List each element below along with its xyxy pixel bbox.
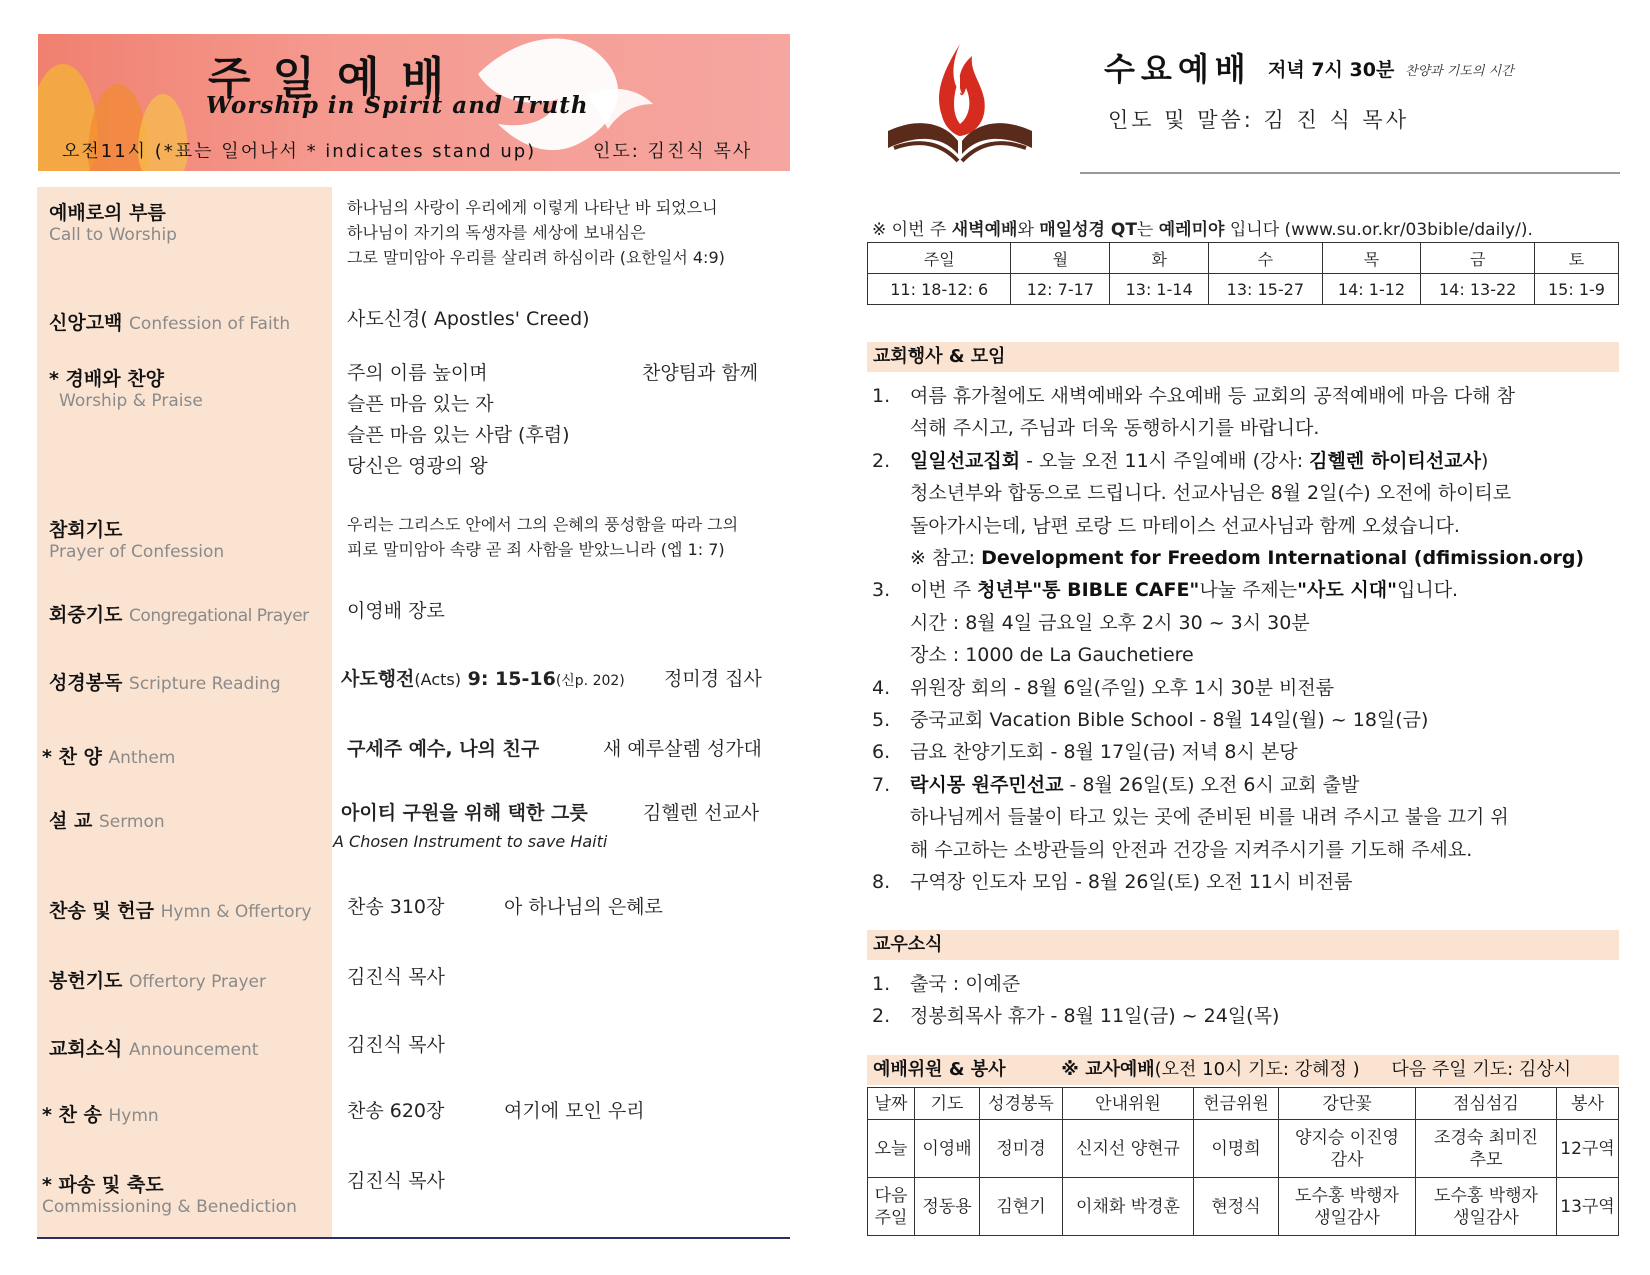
table-cell: 신지선 양현규 bbox=[1063, 1120, 1194, 1178]
item-text: ) bbox=[1480, 449, 1489, 472]
table-cell: 이영배 bbox=[915, 1120, 980, 1178]
scripture-en: (Acts) bbox=[414, 670, 461, 689]
table-cell: 이명희 bbox=[1194, 1120, 1279, 1178]
desc-line: 우리는 그리스도 안에서 그의 은혜의 풍성함을 따라 그의 bbox=[347, 515, 739, 534]
list-item bbox=[872, 769, 1620, 801]
order-ko: 봉헌기도 bbox=[49, 970, 123, 992]
order-en: Hymn bbox=[108, 1106, 159, 1126]
events-heading: 교회행사 & 모임 bbox=[867, 342, 1619, 372]
order-en: Congregational Prayer bbox=[129, 606, 309, 626]
order-en: Sermon bbox=[98, 812, 165, 832]
item-text: 위원장 회의 - 8월 6일(주일) 오후 1시 30분 비전룸 bbox=[910, 676, 1335, 699]
order-ko: 신앙고백 bbox=[49, 312, 123, 334]
order-ko: * 찬 양 bbox=[42, 746, 102, 768]
order-ko: * 찬 송 bbox=[42, 1104, 102, 1126]
sermon-title: 아이티 구원을 위해 택한 그릇 bbox=[341, 802, 588, 824]
list-item bbox=[872, 672, 1620, 704]
service-heading bbox=[867, 1055, 1619, 1085]
item-bold: 락시몽 원주민선교 bbox=[910, 773, 1064, 796]
order-ko: 교회소식 bbox=[49, 1038, 123, 1060]
order-desc bbox=[347, 512, 738, 562]
members-list bbox=[872, 968, 1620, 1033]
column-header: 강단꽃 bbox=[1279, 1088, 1416, 1120]
column-header: 날짜 bbox=[868, 1088, 915, 1120]
item-text: 시간 : 8월 4일 금요일 오후 2시 30 ~ 3시 30분 bbox=[910, 611, 1310, 634]
desc-line: 당신은 영광의 왕 bbox=[347, 455, 488, 477]
order-desc bbox=[347, 734, 539, 765]
item-text: 정봉희목사 휴가 - 8월 11일(금) ~ 24일(목) bbox=[910, 1005, 1280, 1028]
item-number: 7. bbox=[872, 773, 891, 796]
desc-line: 슬픈 마음 있는 자 bbox=[347, 393, 494, 415]
item-number: 1. bbox=[872, 385, 891, 407]
table-cell: 양지승 이진영 감사 bbox=[1279, 1120, 1416, 1178]
table-cell: 이채화 박경훈 bbox=[1063, 1178, 1194, 1236]
order-desc bbox=[347, 358, 570, 482]
table-row bbox=[868, 1088, 1619, 1120]
table-cell: 오늘 bbox=[868, 1120, 915, 1178]
order-en: Announcement bbox=[129, 1040, 259, 1060]
teacher-worship-label: ※ 교사예배 bbox=[1061, 1059, 1155, 1080]
table-cell: 정동용 bbox=[915, 1178, 980, 1236]
item-bold: 청년부"통 BIBLE CAFE" bbox=[977, 579, 1200, 602]
order-desc: 찬송 620장 bbox=[347, 1100, 445, 1122]
qt-note-text: ※ 이번 주 bbox=[872, 220, 952, 240]
item-bold: 일일선교집회 bbox=[910, 449, 1021, 472]
scripture-verse: 9: 15-16 bbox=[460, 668, 556, 690]
qt-note-bold: 매일성경 QT bbox=[1039, 220, 1137, 240]
column-header: 기도 bbox=[915, 1088, 980, 1120]
table-cell: 정미경 bbox=[980, 1120, 1063, 1178]
order-ko: 회중기도 bbox=[49, 604, 123, 626]
qt-reading-table bbox=[867, 242, 1619, 305]
order-desc: 사도신경( Apostles' Creed) bbox=[347, 308, 590, 330]
day-header: 수 bbox=[1209, 243, 1323, 274]
anthem-title: 구세주 예수, 나의 친구 bbox=[347, 738, 540, 760]
order-en: Offertory Prayer bbox=[129, 972, 266, 992]
reading-cell: 14: 13-22 bbox=[1421, 274, 1535, 305]
reading-cell: 13: 15-27 bbox=[1209, 274, 1323, 305]
reading-cell: 11: 18-12: 6 bbox=[868, 274, 1011, 305]
list-item bbox=[872, 1000, 1620, 1032]
list-item bbox=[872, 380, 1620, 412]
order-extra: 정미경 집사 bbox=[664, 668, 762, 690]
column-header: 점심섬김 bbox=[1416, 1088, 1557, 1120]
desc-line: 주의 이름 높이며 bbox=[347, 362, 488, 384]
table-row bbox=[868, 274, 1619, 305]
order-en: Commissioning & Benediction bbox=[42, 1197, 297, 1217]
list-item bbox=[872, 968, 1620, 1000]
item-text: 해 수고하는 소방관들의 안전과 건강을 지켜주시기를 기도해 주세요. bbox=[910, 838, 1473, 861]
wednesday-leader: 인도 및 말씀: 김 진 식 목사 bbox=[1108, 108, 1409, 132]
table-cell: 도수홍 박행자 생일감사 bbox=[1279, 1178, 1416, 1236]
order-of-worship bbox=[37, 0, 797, 1275]
sunday-title: 주일예배 bbox=[208, 53, 467, 104]
list-item bbox=[872, 866, 1620, 898]
order-en: Scripture Reading bbox=[129, 674, 281, 694]
order-en: Anthem bbox=[108, 748, 176, 768]
item-text: 여름 휴가철에도 새벽예배와 수요예배 등 교회의 공적예배에 마음 다해 참 bbox=[910, 385, 1515, 407]
order-en: Prayer of Confession bbox=[49, 542, 225, 562]
bible-flame-logo-icon bbox=[880, 36, 1040, 174]
item-text: 하나님께서 들불이 타고 있는 곳에 준비된 비를 내려 주시고 불을 끄기 위 bbox=[910, 806, 1509, 829]
item-text: ※ 참고: bbox=[910, 547, 982, 570]
order-ko: 성경봉독 bbox=[49, 672, 123, 694]
item-number: 5. bbox=[872, 709, 891, 732]
day-header: 월 bbox=[1011, 243, 1110, 274]
desc-line: 하나님이 자기의 독생자를 세상에 보내심은 bbox=[347, 223, 646, 242]
list-item bbox=[872, 574, 1620, 606]
item-number: 1. bbox=[872, 973, 891, 995]
wednesday-title: 수요예배 bbox=[1104, 50, 1252, 88]
sunday-leader: 인도: 김진식 목사 bbox=[593, 141, 753, 162]
wednesday-note: 찬양과 기도의 시간 bbox=[1405, 64, 1514, 79]
order-desc bbox=[341, 798, 588, 829]
qt-note bbox=[872, 215, 1533, 240]
next-week-prayer: 다음 주일 기도: 김상시 bbox=[1391, 1059, 1572, 1080]
table-row bbox=[868, 1178, 1619, 1236]
item-number: 3. bbox=[872, 579, 891, 602]
table-cell: 다음 주일 bbox=[868, 1178, 915, 1236]
table-row bbox=[868, 243, 1619, 274]
desc-line: 하나님의 사랑이 우리에게 이렇게 나타난 바 되었으니 bbox=[347, 198, 718, 217]
order-extra: 아 하나님의 은혜로 bbox=[504, 896, 663, 918]
table-cell: 도수홍 박행자 생일감사 bbox=[1416, 1178, 1557, 1236]
qt-note-text: 와 bbox=[1017, 220, 1040, 240]
day-header: 화 bbox=[1110, 243, 1209, 274]
desc-line: 슬픈 마음 있는 사람 (후렴) bbox=[347, 424, 570, 446]
reading-cell: 14: 1-12 bbox=[1322, 274, 1421, 305]
item-text: 돌아가시는데, 남편 로랑 드 마테이스 선교사님과 함께 오셨습니다. bbox=[910, 514, 1460, 537]
qt-note-text: 는 bbox=[1136, 220, 1159, 240]
list-item bbox=[872, 704, 1620, 736]
order-desc: 찬송 310장 bbox=[347, 896, 445, 918]
order-desc: 김진식 목사 bbox=[347, 1170, 445, 1192]
order-extra: 김헬렌 선교사 bbox=[643, 802, 760, 824]
qt-note-bold: 예레미야 bbox=[1158, 220, 1225, 240]
wednesday-time: 저녁 7시 30분 bbox=[1268, 59, 1395, 81]
table-cell: 김현기 bbox=[980, 1178, 1063, 1236]
events-list bbox=[872, 380, 1620, 899]
reference-link: Development for Freedom International (dfimission.org) bbox=[981, 547, 1585, 570]
scripture-book: 사도행전 bbox=[341, 668, 415, 690]
item-text: 이번 주 bbox=[910, 579, 978, 602]
item-number: 2. bbox=[872, 449, 891, 472]
day-header: 목 bbox=[1322, 243, 1421, 274]
item-text: 입니다. bbox=[1396, 579, 1459, 602]
item-text: 중국교회 Vacation Bible School - 8월 14일(월) ~ 18일(금) bbox=[910, 709, 1429, 732]
item-number: 2. bbox=[872, 1005, 891, 1028]
table-row bbox=[868, 1120, 1619, 1178]
item-text: - 오늘 오전 11시 주일예배 (강사: bbox=[1020, 449, 1310, 472]
table-cell: 12구역 bbox=[1557, 1120, 1619, 1178]
sermon-subtitle: A Chosen Instrument to save Haiti bbox=[333, 832, 608, 851]
item-text: 청소년부와 합동으로 드립니다. 선교사님은 8월 2일(수) 오전에 하이티로 bbox=[910, 482, 1512, 505]
order-ko: * 파송 및 축도 bbox=[42, 1174, 164, 1196]
item-text: 출국 : 이예준 bbox=[910, 973, 1021, 995]
order-ko: 설 교 bbox=[49, 810, 93, 832]
column-header: 봉사 bbox=[1557, 1088, 1619, 1120]
order-ko: 예배로의 부름 bbox=[49, 202, 166, 224]
reading-cell: 13: 1-14 bbox=[1110, 274, 1209, 305]
order-desc: 이영배 장로 bbox=[347, 600, 445, 622]
order-extra: 새 예루살렘 성가대 bbox=[603, 738, 762, 760]
list-item bbox=[872, 736, 1620, 768]
qt-note-bold: 새벽예배 bbox=[951, 220, 1018, 240]
column-header: 헌금위원 bbox=[1194, 1088, 1279, 1120]
order-en: Worship & Praise bbox=[59, 391, 203, 411]
column-header: 성경봉독 bbox=[980, 1088, 1063, 1120]
order-extra: 찬양팀과 함께 bbox=[642, 362, 759, 384]
scripture-page: (신p. 202) bbox=[555, 673, 625, 689]
item-bold: 김헬렌 하이티선교사 bbox=[1309, 449, 1481, 472]
order-desc bbox=[341, 664, 625, 697]
table-cell: 조경숙 최미진 추모 bbox=[1416, 1120, 1557, 1178]
order-ko: * 경배와 찬양 bbox=[49, 368, 164, 390]
column-header: 안내위원 bbox=[1063, 1088, 1194, 1120]
order-desc: 김진식 목사 bbox=[347, 1034, 445, 1056]
table-cell: 현정식 bbox=[1194, 1178, 1279, 1236]
desc-line: 피로 말미암아 속량 곧 죄 사함을 받았느니라 (엡 1: 7) bbox=[347, 540, 725, 559]
item-text: - 8월 26일(토) 오전 6시 교회 출발 bbox=[1063, 773, 1360, 796]
desc-line: 그로 말미암아 우리를 살리려 하심이라 (요한일서 4:9) bbox=[347, 248, 725, 267]
day-header: 토 bbox=[1534, 243, 1618, 274]
reading-cell: 15: 1-9 bbox=[1534, 274, 1618, 305]
day-header: 금 bbox=[1421, 243, 1535, 274]
table-cell: 13구역 bbox=[1557, 1178, 1619, 1236]
item-number: 8. bbox=[872, 871, 891, 894]
order-en: Hymn & Offertory bbox=[160, 902, 312, 922]
item-number: 6. bbox=[872, 741, 891, 764]
teacher-worship-note: (오전 10시 기도: 강혜정 ) bbox=[1154, 1059, 1360, 1080]
item-number: 4. bbox=[872, 676, 891, 699]
item-text: 금요 찬양기도회 - 8월 17일(금) 저녁 8시 본당 bbox=[910, 741, 1298, 764]
order-desc: 김진식 목사 bbox=[347, 966, 445, 988]
qt-note-text: 입니다 (www.su.or.kr/03bible/daily/). bbox=[1224, 220, 1533, 240]
members-heading: 교우소식 bbox=[867, 930, 1619, 960]
order-ko: 찬송 및 헌금 bbox=[49, 900, 154, 922]
item-text: 구역장 인도자 모임 - 8월 26일(토) 오전 11시 비전룸 bbox=[910, 871, 1353, 894]
item-bold: "사도 시대" bbox=[1297, 579, 1397, 602]
item-text: 석해 주시고, 주님과 더욱 동행하시기를 바랍니다. bbox=[910, 417, 1320, 440]
list-item bbox=[872, 445, 1620, 477]
order-ko: 참회기도 bbox=[49, 519, 123, 541]
service-heading-text: 예배위원 & 봉사 bbox=[873, 1059, 1006, 1080]
order-extra: 여기에 모인 우리 bbox=[504, 1100, 645, 1122]
day-header: 주일 bbox=[868, 243, 1011, 274]
order-en: Call to Worship bbox=[49, 225, 177, 245]
order-desc bbox=[347, 195, 725, 270]
item-text: 장소 : 1000 de La Gauchetiere bbox=[910, 644, 1194, 667]
service-table bbox=[867, 1087, 1619, 1236]
header-divider bbox=[1080, 172, 1620, 174]
sunday-subtitle: Worship in Spirit and Truth bbox=[206, 92, 589, 119]
order-en: Confession of Faith bbox=[129, 314, 291, 334]
item-text: 나눌 주제는 bbox=[1199, 579, 1298, 602]
sunday-time: 오전11시 (*표는 일어나서 * indicates stand up) bbox=[62, 141, 537, 162]
reading-cell: 12: 7-17 bbox=[1011, 274, 1110, 305]
